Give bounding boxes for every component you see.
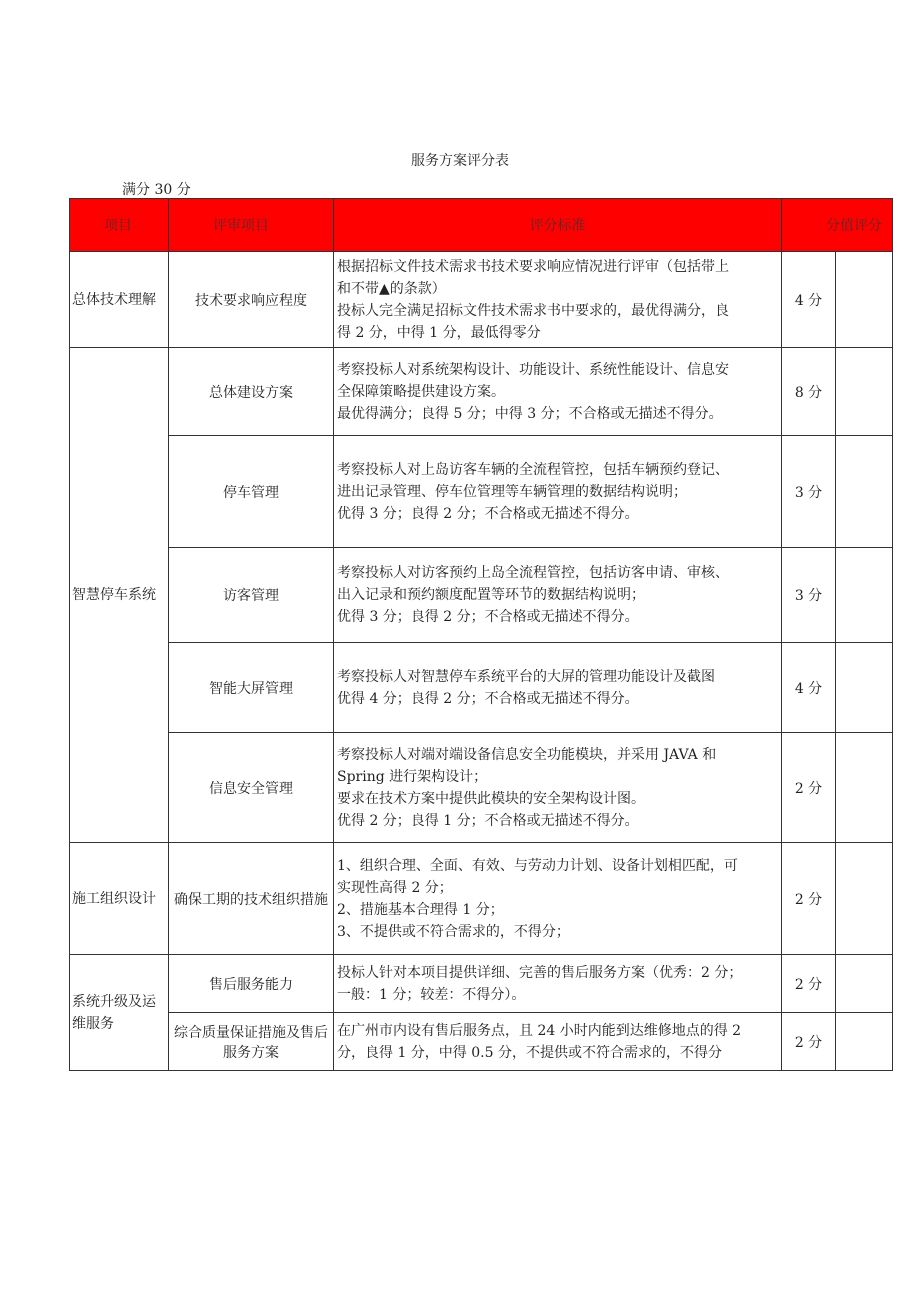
sub-item-cell: 确保工期的技术组织措施 bbox=[169, 843, 334, 955]
header-score-value: 分值评分 bbox=[782, 199, 893, 252]
table-row bbox=[70, 436, 893, 548]
score-value-cell: 3 分 bbox=[782, 548, 836, 643]
score-value-cell: 8 分 bbox=[782, 348, 836, 436]
header-criteria: 评分标准 bbox=[334, 199, 782, 252]
sub-item-cell: 停车管理 bbox=[169, 436, 334, 548]
document-title: 服务方案评分表 bbox=[411, 153, 509, 169]
criteria-line: 优得 4 分；良得 2 分；不合格或无描述不得分。 bbox=[337, 690, 639, 707]
criteria-line: 要求在技术方案中提供此模块的安全架构设计图。 bbox=[337, 790, 645, 807]
table-row bbox=[70, 733, 893, 843]
table-row bbox=[70, 1013, 893, 1071]
criteria-line: 最优得满分；良得 5 分；中得 3 分；不合格或无描述不得分。 bbox=[337, 405, 723, 422]
criteria-line: 优得 3 分；良得 2 分；不合格或无描述不得分。 bbox=[337, 505, 639, 522]
criteria-line: 优得 3 分；良得 2 分；不合格或无描述不得分。 bbox=[337, 609, 639, 625]
criteria-line: 考察投标人对上岛访客车辆的全流程管控，包括车辆预约登记、 bbox=[337, 461, 729, 478]
sub-item-cell: 售后服务能力 bbox=[169, 955, 334, 1013]
criteria-cell bbox=[334, 643, 782, 733]
criteria-cell bbox=[334, 548, 782, 643]
score-value-cell: 4 分 bbox=[782, 252, 836, 348]
criteria-line: 考察投标人对端对端设备信息安全功能模块，并采用 JAVA 和 bbox=[337, 746, 717, 763]
score-input-cell[interactable] bbox=[836, 1013, 893, 1071]
criteria-cell bbox=[334, 348, 782, 436]
criteria-line: 进出记录管理、停车位管理等车辆管理的数据结构说明； bbox=[337, 483, 687, 500]
criteria-line: 得 2 分，中得 1 分，最低得零分 bbox=[337, 324, 541, 341]
table-row bbox=[70, 252, 893, 348]
scoring-table bbox=[69, 198, 893, 1071]
criteria-line: 在广州市内设有售后服务点，且 24 小时内能到达维修地点的得 2 bbox=[337, 1022, 742, 1039]
sub-item-cell: 访客管理 bbox=[169, 548, 334, 643]
score-input-cell[interactable] bbox=[836, 643, 893, 733]
criteria-line: 投标人针对本项目提供详细、完善的售后服务方案（优秀：2 分； bbox=[337, 964, 743, 981]
table-row bbox=[70, 548, 893, 643]
criteria-cell bbox=[334, 843, 782, 955]
criteria-line: Spring 进行架构设计； bbox=[337, 768, 488, 785]
sub-item-cell: 总体建设方案 bbox=[169, 348, 334, 436]
criteria-line: 考察投标人对系统架构设计、功能设计、系统性能设计、信息安 bbox=[337, 361, 729, 378]
criteria-cell bbox=[334, 733, 782, 843]
sub-item-cell: 信息安全管理 bbox=[169, 733, 334, 843]
criteria-line: 根据招标文件技术需求书技术要求响应情况进行评审（包括带上 bbox=[337, 258, 729, 275]
table-row bbox=[70, 348, 893, 436]
score-input-cell[interactable] bbox=[836, 548, 893, 643]
score-value-cell: 2 分 bbox=[782, 843, 836, 955]
criteria-line: 和不带▲的条款） bbox=[337, 280, 446, 297]
score-value-cell: 2 分 bbox=[782, 955, 836, 1013]
criteria-line: 考察投标人对智慧停车系统平台的大屏的管理功能设计及截图 bbox=[337, 668, 715, 685]
criteria-cell bbox=[334, 1013, 782, 1071]
table-row bbox=[70, 643, 893, 733]
header-project: 项目 bbox=[70, 199, 169, 252]
sub-item-cell: 技术要求响应程度 bbox=[169, 252, 334, 348]
criteria-line: 全保障策略提供建设方案。 bbox=[337, 383, 505, 400]
header-sub-item: 评审项目 bbox=[169, 199, 334, 252]
sub-item-cell: 智能大屏管理 bbox=[169, 643, 334, 733]
criteria-line: 实现性高得 2 分； bbox=[337, 879, 453, 896]
criteria-line: 2、措施基本合理得 1 分； bbox=[337, 901, 504, 918]
criteria-cell bbox=[334, 436, 782, 548]
sub-item-cell: 综合质量保证措施及售后服务方案 bbox=[169, 1013, 334, 1071]
score-input-cell[interactable] bbox=[836, 843, 893, 955]
score-input-cell[interactable] bbox=[836, 733, 893, 843]
group-upgrade: 系统升级及运维服务 bbox=[70, 955, 169, 1071]
criteria-cell bbox=[334, 252, 782, 348]
criteria-line: 考察投标人对访客预约上岛全流程管控，包括访客申请、审核、 bbox=[337, 565, 729, 581]
score-value-cell: 2 分 bbox=[782, 1013, 836, 1071]
criteria-line: 出入记录和预约额度配置等环节的数据结构说明； bbox=[337, 587, 645, 603]
table-row bbox=[70, 843, 893, 955]
criteria-line: 优得 2 分；良得 1 分；不合格或无描述不得分。 bbox=[337, 812, 639, 829]
criteria-line: 3、不提供或不符合需求的，不得分； bbox=[337, 923, 570, 940]
full-score-label: 满分 30 分 bbox=[122, 182, 191, 198]
criteria-line: 分，良得 1 分，中得 0.5 分，不提供或不符合需求的，不得分 bbox=[337, 1044, 722, 1061]
score-input-cell[interactable] bbox=[836, 348, 893, 436]
criteria-cell bbox=[334, 955, 782, 1013]
group-construction: 施工组织设计 bbox=[70, 843, 169, 955]
criteria-line: 一般：1 分；较差：不得分）。 bbox=[337, 986, 526, 1003]
table-row bbox=[70, 955, 893, 1013]
criteria-line: 1、组织合理、全面、有效、与劳动力计划、设备计划相匹配，可 bbox=[337, 857, 738, 874]
score-value-cell: 4 分 bbox=[782, 643, 836, 733]
group-overall: 总体技术理解 bbox=[70, 252, 169, 348]
criteria-line: 投标人完全满足招标文件技术需求书中要求的，最优得满分，良 bbox=[337, 302, 729, 319]
score-input-cell[interactable] bbox=[836, 252, 893, 348]
score-value-cell: 2 分 bbox=[782, 733, 836, 843]
score-input-cell[interactable] bbox=[836, 436, 893, 548]
score-input-cell[interactable] bbox=[836, 955, 893, 1013]
score-value-cell: 3 分 bbox=[782, 436, 836, 548]
header-row bbox=[70, 199, 893, 252]
group-smart-parking: 智慧停车系统 bbox=[70, 348, 169, 843]
